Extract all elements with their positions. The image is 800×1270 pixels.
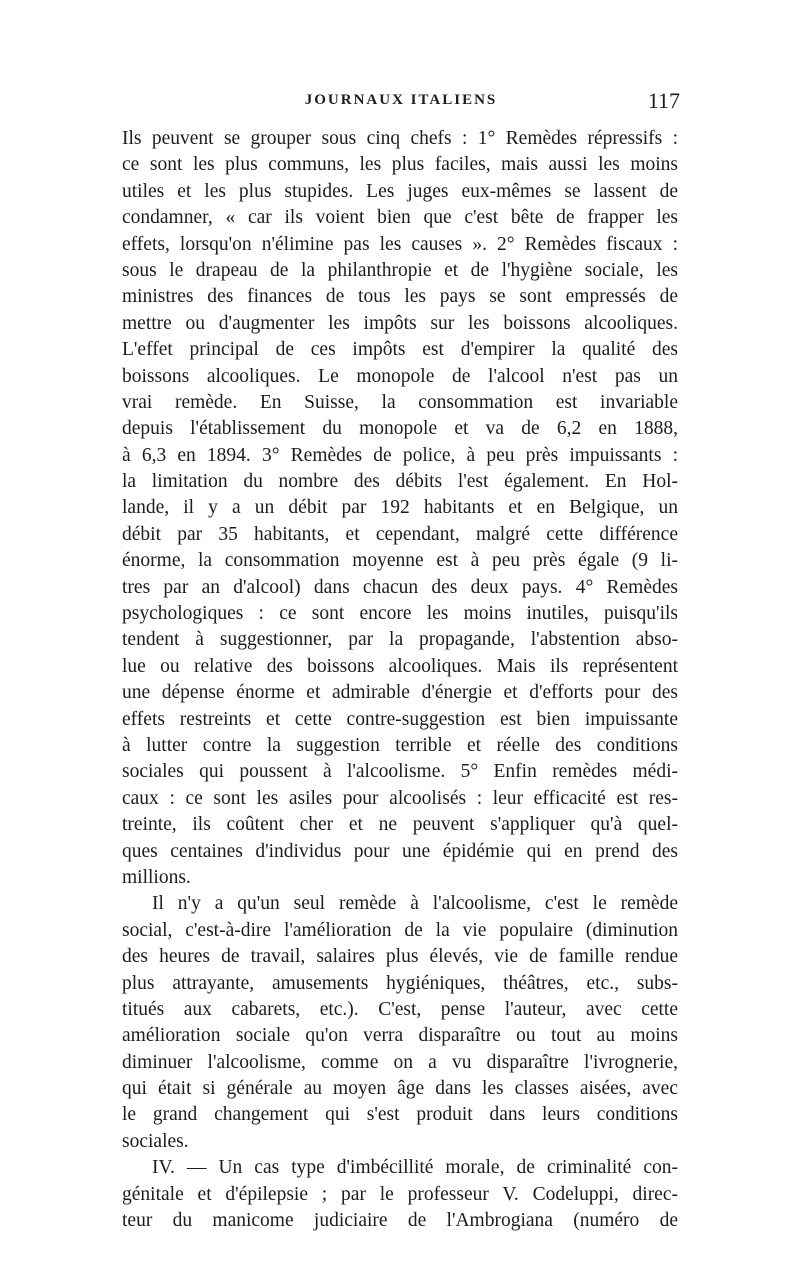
- text-line: psychologiques : ce sont encore les moins inutiles, puisqu'ils: [122, 603, 678, 625]
- text-line: à 6,3 en 1894. 3° Remèdes de police, à peu près impuissants :: [122, 444, 678, 466]
- text-line: tres par an d'alcool) dans chacun des deux pays. 4° Remèdes: [122, 576, 678, 598]
- text-line: Ils peuvent se grouper sous cinq chefs : 1° Remèdes répressifs :: [122, 128, 678, 149]
- text-line: le grand changement qui s'est produit dans leurs conditions: [122, 1104, 678, 1126]
- text-line: boissons alcooliques. Le monopole de l'alcool n'est pas un: [122, 365, 678, 387]
- text-line: sociales.: [122, 1130, 189, 1152]
- text-line: lande, il y a un débit par 192 habitants et en Belgique, un: [122, 497, 678, 519]
- text-line: qui était si générale au moyen âge dans les classes aisées, avec: [122, 1078, 678, 1100]
- text-line: titués aux cabarets, etc.). C'est, pense l'auteur, avec cette: [122, 998, 678, 1020]
- text-line: ques centaines d'individus pour une épidémie qui en prend des: [122, 840, 678, 862]
- text-line: millions.: [122, 866, 191, 888]
- page-number: 117: [647, 88, 680, 113]
- running-title: JOURNAUX ITALIENS: [304, 92, 498, 108]
- text-line: caux : ce sont les asiles pour alcoolisés : leur efficacité est res-: [122, 787, 678, 809]
- text-line: condamner, « car ils voient bien que c'est bête de frapper les: [122, 207, 678, 229]
- text-line: treinte, ils coûtent cher et ne peuvent s'appliquer qu'à quel-: [122, 814, 678, 836]
- text-line: à lutter contre la suggestion terrible et réelle des conditions: [122, 734, 678, 756]
- body-text: [122, 126, 678, 1234]
- text-line: vrai remède. En Suisse, la consommation est invariable: [122, 391, 678, 413]
- text-line: plus attrayante, amusements hygiéniques, théâtres, etc., subs-: [122, 972, 678, 994]
- text-line: une dépense énorme et admirable d'énergie et d'efforts pour des: [122, 682, 678, 704]
- text-line: amélioration sociale qu'on verra disparaître ou tout au moins: [122, 1025, 678, 1047]
- text-line: sociales qui poussent à l'alcoolisme. 5° Enfin remèdes médi-: [122, 761, 678, 783]
- text-line: utiles et les plus stupides. Les juges eux-mêmes se lassent de: [122, 180, 678, 202]
- text-line: génitale et d'épilepsie ; par le professeur V. Codeluppi, direc-: [122, 1183, 678, 1205]
- running-head: [122, 88, 680, 118]
- text-line: la limitation du nombre des débits l'est également. En Hol-: [122, 471, 678, 493]
- text-line: Il n'y a qu'un seul remède à l'alcoolisme, c'est le remède: [152, 893, 678, 915]
- text-line: sous le drapeau de la philanthropie et de l'hygiène sociale, les: [122, 259, 678, 281]
- text-line: ce sont les plus communs, les plus faciles, mais aussi les moins: [122, 154, 678, 176]
- text-line: mettre ou d'augmenter les impôts sur les boissons alcooliques.: [122, 312, 678, 334]
- text-line: effets, lorsqu'on n'élimine pas les causes ». 2° Remèdes fiscaux :: [122, 233, 678, 255]
- text-line: effets restreints et cette contre-suggestion est bien impuissante: [122, 708, 678, 730]
- text-line: énorme, la consommation moyenne est à peu près égale (9 li-: [122, 550, 678, 572]
- text-line: des heures de travail, salaires plus élevés, vie de famille rendue: [122, 946, 678, 968]
- text-line: teur du manicome judiciaire de l'Ambrogiana (numéro de: [122, 1210, 678, 1232]
- text-line: diminuer l'alcoolisme, comme on a vu disparaître l'ivrognerie,: [122, 1051, 678, 1073]
- text-line: ministres des finances de tous les pays se sont empressés de: [122, 286, 678, 308]
- text-line: L'effet principal de ces impôts est d'empirer la qualité des: [122, 339, 678, 361]
- text-line: IV. — Un cas type d'imbécillité morale, de criminalité con-: [152, 1157, 678, 1179]
- text-line: social, c'est-à-dire l'amélioration de la vie populaire (diminution: [122, 919, 678, 941]
- text-line: lue ou relative des boissons alcooliques. Mais ils représentent: [122, 655, 678, 677]
- text-line: depuis l'établissement du monopole et va de 6,2 en 1888,: [122, 418, 678, 440]
- text-line: tendent à suggestionner, par la propagande, l'abstention abso-: [122, 629, 678, 651]
- text-line: débit par 35 habitants, et cependant, malgré cette différence: [122, 523, 678, 545]
